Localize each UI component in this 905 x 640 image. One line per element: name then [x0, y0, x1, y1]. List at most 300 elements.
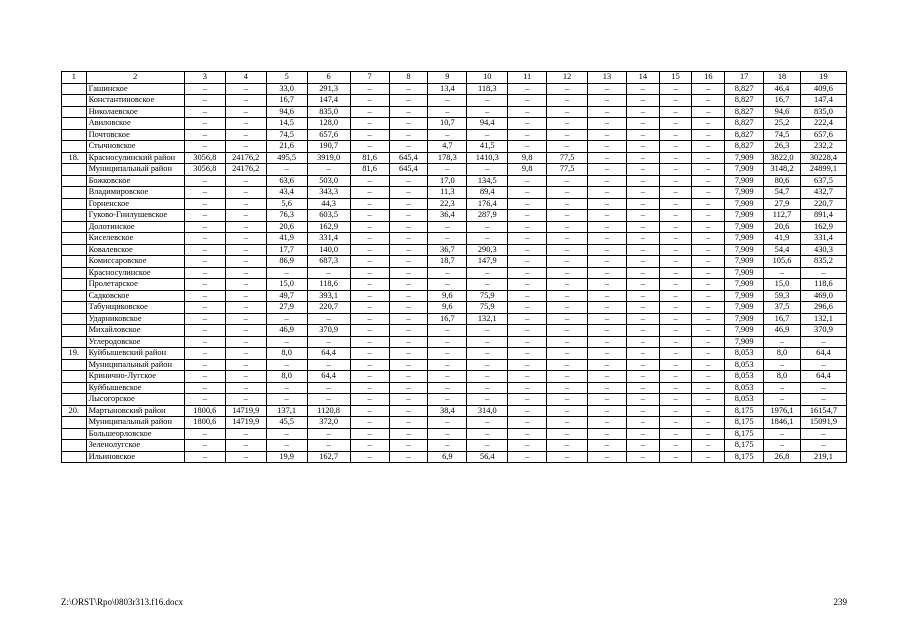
table-cell: 132,1 — [800, 313, 846, 325]
table-cell: 64,4 — [307, 371, 350, 383]
column-header: 1 — [62, 72, 87, 84]
table-cell: 94,6 — [764, 106, 801, 118]
table-cell: – — [184, 221, 225, 233]
row-number — [62, 244, 87, 256]
table-cell: – — [225, 290, 266, 302]
table-cell: 1410,3 — [467, 152, 508, 164]
table-row — [62, 382, 847, 394]
table-cell: 3148,2 — [764, 164, 801, 176]
table-cell: – — [659, 359, 692, 371]
table-cell: – — [184, 394, 225, 406]
table-cell: 8,175 — [725, 417, 764, 429]
table-cell: 21,6 — [266, 141, 307, 153]
table-cell: 64,4 — [800, 348, 846, 360]
table-cell: 86,9 — [266, 256, 307, 268]
table-cell: – — [692, 221, 725, 233]
table-cell: 16154,7 — [800, 405, 846, 417]
row-number — [62, 359, 87, 371]
table-cell: – — [508, 451, 547, 463]
table-cell: – — [428, 428, 467, 440]
table-cell: – — [428, 325, 467, 337]
table-cell: – — [184, 198, 225, 210]
table-cell: – — [692, 302, 725, 314]
table-cell: – — [508, 336, 547, 348]
table-cell: – — [547, 187, 588, 199]
table-cell: 9,8 — [508, 152, 547, 164]
table-cell: 8,827 — [725, 118, 764, 130]
table-cell: 45,5 — [266, 417, 307, 429]
table-row — [62, 428, 847, 440]
table-cell: 162,7 — [307, 451, 350, 463]
table-cell: – — [692, 106, 725, 118]
table-cell: – — [692, 336, 725, 348]
row-number — [62, 313, 87, 325]
table-cell: – — [225, 325, 266, 337]
table-cell: – — [225, 371, 266, 383]
table-cell: – — [184, 290, 225, 302]
table-cell: 77,5 — [547, 164, 588, 176]
table-cell: 25,2 — [764, 118, 801, 130]
table-cell: – — [692, 210, 725, 222]
table-cell: – — [225, 141, 266, 153]
table-cell: 64,4 — [800, 371, 846, 383]
table-cell: – — [389, 210, 428, 222]
table-cell: – — [588, 394, 627, 406]
row-name: Божковское — [86, 175, 184, 187]
table-cell: – — [588, 141, 627, 153]
table-cell: – — [350, 325, 389, 337]
table-cell: – — [659, 210, 692, 222]
table-cell: – — [225, 359, 266, 371]
row-name: Лысогорское — [86, 394, 184, 406]
table-cell: – — [307, 359, 350, 371]
table-cell: – — [659, 279, 692, 291]
table-cell: – — [184, 371, 225, 383]
table-cell: – — [350, 302, 389, 314]
table-cell: – — [508, 290, 547, 302]
table-cell: 24176,2 — [225, 164, 266, 176]
table-cell: 147,9 — [467, 256, 508, 268]
table-cell: – — [547, 118, 588, 130]
table-cell: 37,5 — [764, 302, 801, 314]
table-cell: – — [547, 290, 588, 302]
table-cell: 645,4 — [389, 152, 428, 164]
table-cell: 430,3 — [800, 244, 846, 256]
table-cell: – — [547, 198, 588, 210]
table-cell: 7,909 — [725, 198, 764, 210]
table-cell: – — [184, 83, 225, 95]
table-cell: – — [350, 141, 389, 153]
table-cell: – — [184, 256, 225, 268]
table-cell: 81,6 — [350, 152, 389, 164]
table-cell: 8,053 — [725, 359, 764, 371]
table-cell: 36,4 — [428, 210, 467, 222]
table-cell: – — [800, 336, 846, 348]
table-cell: 89,4 — [467, 187, 508, 199]
table-cell: – — [588, 198, 627, 210]
table-cell: 503,0 — [307, 175, 350, 187]
table-cell: – — [692, 129, 725, 141]
table-cell: 3056,8 — [184, 164, 225, 176]
table-cell: – — [225, 129, 266, 141]
table-cell: – — [508, 440, 547, 452]
table-cell: – — [225, 175, 266, 187]
table-cell: – — [659, 348, 692, 360]
table-row — [62, 256, 847, 268]
table-cell: – — [350, 210, 389, 222]
table-cell: – — [588, 244, 627, 256]
table-cell: – — [467, 428, 508, 440]
table-cell: – — [692, 95, 725, 107]
table-cell: – — [659, 394, 692, 406]
table-cell: – — [588, 428, 627, 440]
table-cell: – — [266, 428, 307, 440]
table-cell: 393,1 — [307, 290, 350, 302]
row-name: Зеленолугское — [86, 440, 184, 452]
table-cell: 46,9 — [266, 325, 307, 337]
table-cell: – — [266, 336, 307, 348]
table-cell: 46,9 — [764, 325, 801, 337]
table-cell: – — [508, 233, 547, 245]
table-cell: – — [307, 382, 350, 394]
row-number — [62, 95, 87, 107]
table-cell: 291,3 — [307, 83, 350, 95]
table-cell: 147,4 — [307, 95, 350, 107]
table-cell: 76,3 — [266, 210, 307, 222]
table-cell: – — [389, 198, 428, 210]
table-cell: 9,6 — [428, 290, 467, 302]
table-cell: – — [626, 267, 659, 279]
table-cell: – — [467, 394, 508, 406]
table-cell: 8,053 — [725, 394, 764, 406]
table-cell: – — [184, 313, 225, 325]
table-cell: – — [428, 95, 467, 107]
table-cell: – — [626, 198, 659, 210]
table-cell: – — [428, 394, 467, 406]
table-cell: – — [588, 152, 627, 164]
table-cell: – — [659, 164, 692, 176]
table-cell: – — [467, 267, 508, 279]
table-cell: 77,5 — [547, 152, 588, 164]
table-row — [62, 106, 847, 118]
table-cell: – — [184, 210, 225, 222]
table-row — [62, 244, 847, 256]
column-header: 2 — [86, 72, 184, 84]
table-cell: – — [389, 440, 428, 452]
table-cell: – — [184, 129, 225, 141]
table-cell: 75,9 — [467, 302, 508, 314]
table-cell: – — [508, 187, 547, 199]
row-name: Углеродовское — [86, 336, 184, 348]
table-cell: – — [659, 382, 692, 394]
table-cell: 7,909 — [725, 187, 764, 199]
table-cell: – — [225, 256, 266, 268]
table-cell: – — [659, 290, 692, 302]
table-cell: – — [764, 382, 801, 394]
table-cell: – — [225, 221, 266, 233]
table-cell: 17,7 — [266, 244, 307, 256]
table-cell: 74,5 — [266, 129, 307, 141]
table-cell: – — [350, 106, 389, 118]
table-cell: 74,5 — [764, 129, 801, 141]
table-cell: 132,1 — [467, 313, 508, 325]
table-cell: 134,5 — [467, 175, 508, 187]
table-cell: – — [184, 95, 225, 107]
table-cell: – — [764, 267, 801, 279]
table-cell: – — [508, 405, 547, 417]
table-cell: – — [588, 279, 627, 291]
table-cell: 8,175 — [725, 440, 764, 452]
table-cell: – — [389, 233, 428, 245]
table-cell: 22,3 — [428, 198, 467, 210]
table-cell: 176,4 — [467, 198, 508, 210]
table-row — [62, 279, 847, 291]
table-cell: – — [800, 428, 846, 440]
row-number — [62, 440, 87, 452]
table-cell: 36,7 — [428, 244, 467, 256]
row-number — [62, 417, 87, 429]
table-cell: – — [626, 336, 659, 348]
table-row — [62, 233, 847, 245]
table-cell: 15,0 — [764, 279, 801, 291]
table-cell: – — [389, 279, 428, 291]
table-cell: – — [307, 164, 350, 176]
column-header: 15 — [659, 72, 692, 84]
column-header: 17 — [725, 72, 764, 84]
table-row — [62, 221, 847, 233]
table-cell: – — [508, 371, 547, 383]
table-cell: 1120,8 — [307, 405, 350, 417]
table-cell: – — [225, 210, 266, 222]
table-cell: 8,175 — [725, 405, 764, 417]
table-cell: – — [588, 187, 627, 199]
table-cell: 7,909 — [725, 290, 764, 302]
table-row — [62, 359, 847, 371]
row-number — [62, 279, 87, 291]
table-cell: – — [389, 175, 428, 187]
table-cell: – — [547, 210, 588, 222]
table-cell: – — [692, 313, 725, 325]
table-cell: 15091,9 — [800, 417, 846, 429]
table-cell: – — [428, 233, 467, 245]
table-cell: – — [467, 221, 508, 233]
table-cell: – — [588, 106, 627, 118]
table-cell: – — [428, 336, 467, 348]
table-cell: 41,9 — [764, 233, 801, 245]
table-cell: 80,6 — [764, 175, 801, 187]
row-number — [62, 129, 87, 141]
table-cell: – — [350, 371, 389, 383]
table-cell: – — [184, 451, 225, 463]
table-cell: – — [547, 313, 588, 325]
table-cell: – — [588, 221, 627, 233]
table-cell: – — [350, 129, 389, 141]
table-cell: – — [225, 233, 266, 245]
table-cell: 7,909 — [725, 302, 764, 314]
table-row — [62, 440, 847, 452]
table-cell: – — [547, 129, 588, 141]
column-header: 7 — [350, 72, 389, 84]
table-cell: – — [225, 118, 266, 130]
table-cell: 43,4 — [266, 187, 307, 199]
table-cell: – — [659, 451, 692, 463]
table-cell: – — [626, 221, 659, 233]
table-cell: – — [659, 129, 692, 141]
table-cell: – — [588, 405, 627, 417]
table-cell: – — [547, 394, 588, 406]
row-number — [62, 371, 87, 383]
table-cell: – — [626, 141, 659, 153]
table-cell: 15,0 — [266, 279, 307, 291]
table-cell: – — [626, 302, 659, 314]
table-row — [62, 290, 847, 302]
table-cell: – — [389, 417, 428, 429]
table-cell: 687,3 — [307, 256, 350, 268]
table-cell: – — [184, 348, 225, 360]
table-cell: 8,0 — [266, 348, 307, 360]
table-cell: 835,0 — [800, 106, 846, 118]
table-cell: 75,9 — [467, 290, 508, 302]
table-cell: – — [389, 141, 428, 153]
table-cell: – — [307, 267, 350, 279]
table-cell: – — [508, 302, 547, 314]
page-number: 239 — [833, 597, 847, 607]
table-cell: – — [626, 164, 659, 176]
column-header: 10 — [467, 72, 508, 84]
table-cell: 432,7 — [800, 187, 846, 199]
table-cell: – — [659, 267, 692, 279]
table-cell: – — [508, 256, 547, 268]
row-name: Ударниковское — [86, 313, 184, 325]
table-cell: – — [659, 198, 692, 210]
row-name: Куйбышевский район — [86, 348, 184, 360]
table-cell: – — [508, 417, 547, 429]
table-cell: – — [508, 313, 547, 325]
row-name: Николаевское — [86, 106, 184, 118]
table-cell: – — [588, 210, 627, 222]
table-cell: 54,7 — [764, 187, 801, 199]
table-cell: – — [547, 221, 588, 233]
table-cell: 290,3 — [467, 244, 508, 256]
column-header: 13 — [588, 72, 627, 84]
table-cell: – — [225, 440, 266, 452]
table-cell: – — [508, 129, 547, 141]
table-cell: – — [467, 325, 508, 337]
table-cell: – — [184, 267, 225, 279]
table-cell: – — [626, 359, 659, 371]
table-cell: – — [547, 451, 588, 463]
column-header: 11 — [508, 72, 547, 84]
table-cell: – — [467, 129, 508, 141]
table-cell: – — [692, 244, 725, 256]
row-number: 18. — [62, 152, 87, 164]
table-cell: – — [508, 83, 547, 95]
table-cell: – — [307, 428, 350, 440]
table-cell: – — [588, 371, 627, 383]
table-cell: 219,1 — [800, 451, 846, 463]
table-cell: – — [350, 267, 389, 279]
table-cell: – — [692, 451, 725, 463]
row-name: Долотинское — [86, 221, 184, 233]
table-cell: 7,909 — [725, 164, 764, 176]
table-cell: – — [350, 359, 389, 371]
table-cell: – — [266, 359, 307, 371]
table-cell: 645,4 — [389, 164, 428, 176]
row-number — [62, 83, 87, 95]
table-cell: – — [547, 141, 588, 153]
table-cell: – — [350, 95, 389, 107]
table-cell: – — [184, 118, 225, 130]
table-row — [62, 175, 847, 187]
table-cell: – — [350, 405, 389, 417]
table-cell: – — [547, 348, 588, 360]
table-cell: 162,9 — [800, 221, 846, 233]
table-cell: – — [307, 313, 350, 325]
table-cell: 8,827 — [725, 95, 764, 107]
table-cell: – — [508, 382, 547, 394]
table-cell: – — [547, 302, 588, 314]
column-header: 18 — [764, 72, 801, 84]
row-number — [62, 118, 87, 130]
table-cell: – — [350, 348, 389, 360]
table-cell: – — [389, 302, 428, 314]
table-cell: – — [508, 348, 547, 360]
table-cell: – — [659, 83, 692, 95]
table-cell: – — [547, 279, 588, 291]
table-cell: – — [428, 371, 467, 383]
table-cell: – — [508, 198, 547, 210]
table-cell: – — [626, 83, 659, 95]
table-row — [62, 187, 847, 199]
table-cell: – — [184, 106, 225, 118]
table-cell: – — [350, 451, 389, 463]
table-cell: 1800,6 — [184, 417, 225, 429]
table-cell: – — [659, 141, 692, 153]
table-cell: – — [389, 336, 428, 348]
table-cell: 8,053 — [725, 382, 764, 394]
table-cell: 4,7 — [428, 141, 467, 153]
table-cell: – — [350, 313, 389, 325]
table-cell: – — [659, 118, 692, 130]
table-cell: – — [659, 256, 692, 268]
row-name: Мартыновский район — [86, 405, 184, 417]
table-cell: – — [266, 267, 307, 279]
table-cell: – — [626, 451, 659, 463]
table-cell: 44,3 — [307, 198, 350, 210]
row-number: 19. — [62, 348, 87, 360]
row-name: Красносулинское — [86, 267, 184, 279]
table-cell: 118,3 — [467, 83, 508, 95]
row-number — [62, 175, 87, 187]
table-cell: – — [588, 336, 627, 348]
table-cell: – — [225, 394, 266, 406]
table-cell: – — [692, 417, 725, 429]
table-cell: – — [508, 428, 547, 440]
table-cell: – — [389, 244, 428, 256]
table-cell: – — [626, 348, 659, 360]
table-cell: – — [428, 221, 467, 233]
table-cell: – — [389, 290, 428, 302]
table-cell: 94,4 — [467, 118, 508, 130]
table-cell: – — [428, 164, 467, 176]
table-cell: – — [626, 233, 659, 245]
table-row — [62, 336, 847, 348]
table-cell: 59,3 — [764, 290, 801, 302]
row-name: Почтовское — [86, 129, 184, 141]
table-cell: – — [389, 313, 428, 325]
table-cell: – — [467, 279, 508, 291]
table-cell: 637,5 — [800, 175, 846, 187]
